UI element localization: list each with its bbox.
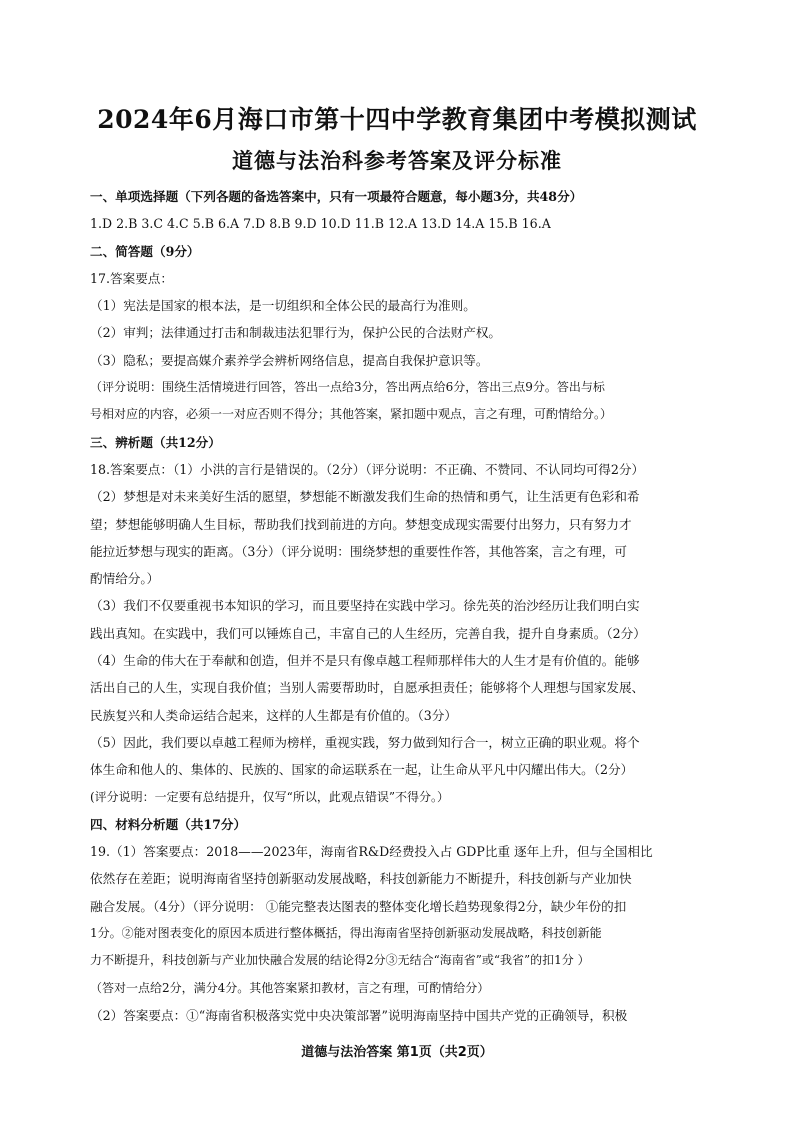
exam-subtitle: 道德与法治科参考答案及评分标准 [232, 148, 562, 173]
answer-line: 酌情给分。） [90, 571, 160, 587]
answer-line: （2）审判；法律通过打击和制裁违法犯罪行为，保护公民的合法财产权。 [90, 325, 502, 341]
answer-line: 19.（1）答案要点：2018——2023年，海南省R&D经费投入占 GDP比重 逐年上升，但与全国相比 [90, 844, 653, 860]
answer-line: 17.答案要点： [90, 270, 173, 286]
answer-line: （2）答案要点：①“海南省积极落实党中央决策部署”说明海南坚持中国共产党的正确领导，积极 [90, 1007, 628, 1023]
answer-line: 能拉近梦想与现实的距离。（3分）（评分说明：围绕梦想的重要性作答，其他答案，言之有理，可 [90, 543, 627, 559]
answer-line: （1）宪法是国家的根本法，是一切组织和全体公民的最高行为准则。 [90, 298, 476, 314]
answer-line: 民族复兴和人类命运结合起来，这样的人生都是有价值的。（3分） [90, 707, 457, 723]
answer-line: 望；梦想能够明确人生目标，帮助我们找到前进的方向。梦想变成现实需要付出努力，只有努力才 [90, 516, 632, 532]
answer-line: （3）隐私；要提高媒介素养学会辨析网络信息，提高自我保护意识等。 [90, 352, 489, 368]
answer-line: （4）生命的伟大在于奉献和创造，但并不是只有像卓越工程师那样伟大的人生才是有价值的。能够 [90, 653, 640, 669]
answer-line: 依然存在差距；说明海南省坚持创新驱动发展战略，科技创新能力不断提升，科技创新与产业加快 [90, 871, 632, 887]
scoring-note-line: （答对一点给2分，满分4分。其他答案紧扣教材，言之有理，可酌情给分） [90, 980, 490, 995]
scoring-note-line: (评分说明：一定要有总结提升，仅写“所以，此观点错误”不得分。） [90, 789, 449, 804]
exam-title: 2024年6月海口市第十四中学教育集团中考模拟测试 [97, 105, 697, 134]
scoring-note-line: 力不断提升，科技创新与产业加快融合发展的结论得2分③无结合“海南省”或“我省”的扣1分 ） [90, 953, 590, 968]
answer-line: 体生命和他人的、集体的、民族的、国家的命运联系在一起，让生命从平凡中闪耀出伟大。（2分） [90, 762, 634, 778]
section-heading: 四、材料分析题（共17分） [90, 816, 247, 832]
section-heading: 二、简答题（9分） [90, 243, 200, 259]
answer-line: （2）梦想是对未来美好生活的愿望，梦想能不断激发我们生命的热情和勇气，让生活更有色彩和希 [90, 489, 640, 505]
answer-line: 活出自己的人生，实现自我价值；当别人需要帮助时，自愿承担责任；能够将个人理想与国家发展、 [90, 680, 645, 696]
answer-line: （3）我们不仅要重视书本知识的学习，而且要坚持在实践中学习。徐先英的治沙经历让我们明白实 [90, 598, 640, 614]
answer-line: 18.答案要点：（1）小洪的言行是错误的。（2分）（评分说明：不正确、不赞同、不认同均可得2分） [90, 461, 645, 477]
answer-line: 践出真知。在实践中，我们可以锤炼自己，丰富自己的人生经历，完善自我，提升自身素质。（2分） [90, 625, 646, 641]
section-heading: 三、辨析题（共12分） [90, 434, 221, 450]
scoring-note-line: （评分说明：围绕生活情境进行回答，答出一点给3分，答出两点给6分，答出三点9分。答出与标 [90, 380, 605, 395]
scoring-note-line: 号相对应的内容，必须一一对应否则不得分；其他答案，紧扣题中观点，言之有理，可酌情给分。） [90, 407, 613, 422]
answer-line: （5）因此，我们要以卓越工程师为榜样，重视实践，努力做到知行合一，树立正确的职业观。将个 [90, 734, 640, 750]
answer-line: 融合发展。（4分）（评分说明： ①能完整表达图表的整体变化增长趋势现象得2分，缺少年份的扣 [90, 898, 627, 914]
section-heading: 一、单项选择题（下列各题的备选答案中，只有一项最符合题意，每小题3分，共48分） [90, 189, 583, 204]
answer-line: 1.D 2.B 3.C 4.C 5.B 6.A 7.D 8.B 9.D 10.D 11.B 12.A 13.D 14.A 15.B 16.A [90, 216, 551, 232]
answer-body [90, 183, 706, 1029]
page-footer: 道德与法治答案 第1页（共2页） [301, 1045, 493, 1060]
scoring-note-line: 1分。②能对图表变化的原因本质进行整体概括，得出海南省坚持创新驱动发展战略，科技创新能 [90, 926, 602, 941]
